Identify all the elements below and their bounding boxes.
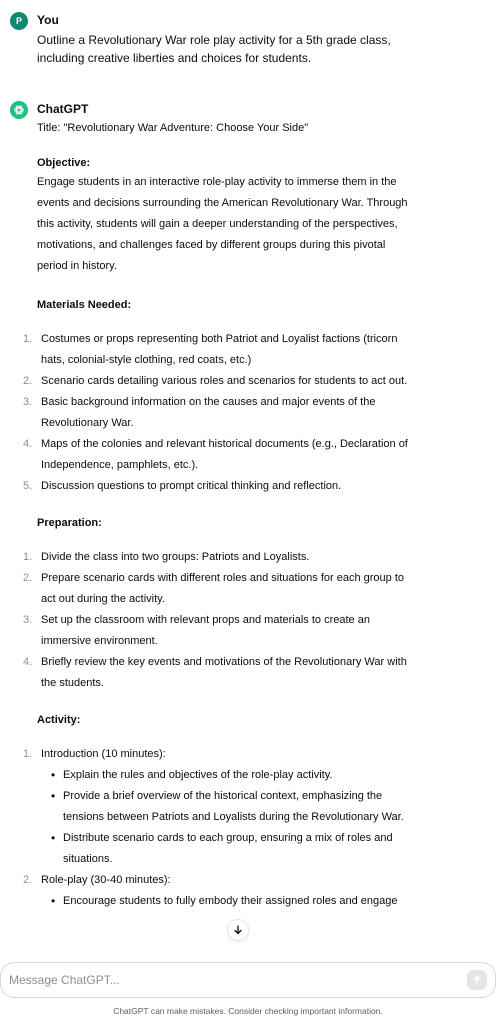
response-title: Title: "Revolutionary War Adventure: Choose Your Side"	[37, 122, 309, 134]
openai-logo-icon	[10, 101, 28, 119]
activity-heading: Activity:	[37, 714, 81, 726]
materials-list	[23, 329, 482, 497]
list-item: 1. Introduction (10 minutes): • Explain the rules and objectives of the role-play activity. • Provide a brief overview of the historical context, emphasizing the tensions between Patriots and Loyalists during the Revolutionary War. • Distribute scenario cards to each group, ensuring a mix of roles and situations.	[37, 744, 421, 870]
arrow-down-glyph	[233, 925, 243, 935]
list-item: 4. Briefly review the key events and motivations of the Revolutionary War with the students.	[23, 656, 407, 689]
send-button[interactable]	[467, 970, 487, 990]
list-item: • Encourage students to fully embody their assigned roles and engage	[59, 891, 419, 912]
message-composer	[0, 962, 496, 998]
list-item: 2. Role-play (30-40 minutes): • Encourage students to fully embody their assigned roles and engage	[37, 870, 421, 912]
objective-heading: Objective:	[37, 157, 91, 169]
user-author-label: You	[37, 13, 59, 27]
list-item: 1. Divide the class into two groups: Patriots and Loyalists.	[23, 551, 310, 563]
user-message	[0, 12, 496, 67]
user-avatar	[10, 12, 28, 30]
openai-logo-glyph	[13, 104, 25, 116]
list-item: • Explain the rules and objectives of the role-play activity.	[59, 765, 419, 786]
assistant-author-label: ChatGPT	[37, 102, 89, 116]
user-avatar-letter: P	[15, 16, 22, 26]
message-input[interactable]	[9, 963, 449, 997]
list-item: 2. Prepare scenario cards with different roles and situations for each group to act out during the activity.	[23, 572, 404, 605]
disclaimer-footer: ChatGPT can make mistakes. Consider checking important information.	[113, 1006, 383, 1016]
assistant-message	[0, 101, 496, 912]
preparation-list	[23, 547, 482, 694]
user-message-text: Outline a Revolutionary War role play activity for a 5th grade class, including creative liberties and choices for students.	[37, 33, 391, 65]
activity-sublist	[41, 765, 421, 870]
preparation-heading: Preparation:	[37, 517, 102, 529]
list-item: • Distribute scenario cards to each group, ensuring a mix of roles and situations.	[59, 828, 419, 870]
list-item: 2. Scenario cards detailing various roles and scenarios for students to act out.	[23, 375, 408, 387]
objective-text: Engage students in an interactive role-play activity to immerse them in the events and decisions surrounding the American Revolutionary War. Through this activity, students will gain a deeper understanding of the perspectives, motivations, and challenges faced by different groups during this pivotal period in history.	[37, 176, 408, 272]
list-item: 4. Maps of the colonies and relevant historical documents (e.g., Declaration of Independence, pamphlets, etc.).	[23, 438, 408, 471]
materials-heading: Materials Needed:	[37, 299, 132, 311]
list-item: 1. Costumes or props representing both Patriot and Loyalist factions (tricorn hats, colonial-style clothing, red coats, etc.)	[23, 333, 398, 366]
activity-list	[23, 744, 482, 912]
list-item: 3. Basic background information on the causes and major events of the Revolutionary War.	[23, 396, 376, 429]
list-item: 5. Discussion questions to prompt critical thinking and reflection.	[23, 480, 342, 492]
list-item: • Provide a brief overview of the historical context, emphasizing the tensions between Patriots and Loyalists during the Revolutionary War.	[59, 786, 419, 828]
activity-sublist	[41, 891, 421, 912]
list-item: 3. Set up the classroom with relevant props and materials to create an immersive environment.	[23, 614, 370, 647]
arrow-up-icon	[472, 975, 482, 985]
arrow-down-icon[interactable]	[227, 919, 249, 941]
